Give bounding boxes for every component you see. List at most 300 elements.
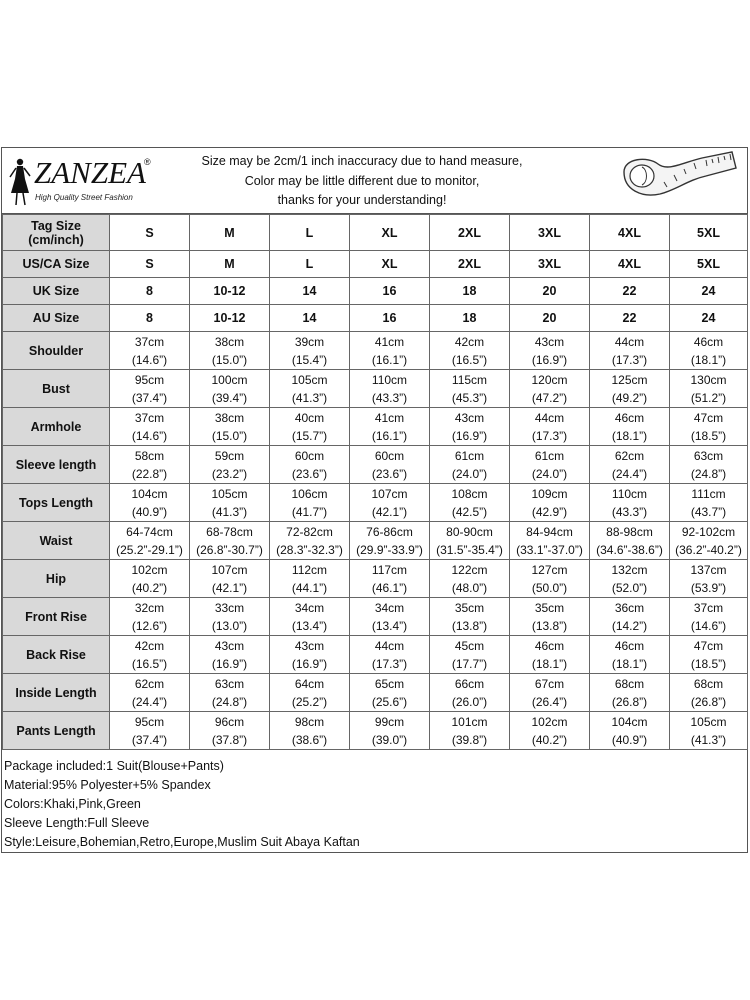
inch-value: (26.4”) bbox=[531, 694, 568, 709]
measurement-cell bbox=[110, 522, 190, 560]
cm-value: 105cm bbox=[211, 486, 248, 501]
measurement-cell bbox=[110, 446, 190, 484]
inch-value: (43.3”) bbox=[611, 504, 648, 519]
cm-value: 38cm bbox=[214, 410, 245, 425]
inch-value: (42.1”) bbox=[371, 504, 408, 519]
measurement-cell bbox=[670, 522, 748, 560]
size-cell: 14 bbox=[270, 305, 350, 332]
size-cell: L bbox=[270, 251, 350, 278]
cm-value: 125cm bbox=[611, 372, 648, 387]
measurement-cell bbox=[190, 332, 270, 370]
measurement-cell bbox=[350, 560, 430, 598]
measurement-cell bbox=[270, 408, 350, 446]
measurement-cell bbox=[430, 484, 510, 522]
cm-value: 41cm bbox=[374, 334, 405, 349]
inch-value: (23.6”) bbox=[371, 466, 408, 481]
inch-value: (40.9”) bbox=[131, 504, 168, 519]
cm-value: 63cm bbox=[214, 676, 245, 691]
size-cell: S bbox=[110, 215, 190, 251]
inch-value: (43.7”) bbox=[690, 504, 727, 519]
cm-value: 102cm bbox=[131, 562, 168, 577]
inch-value: (36.2”-40.2”) bbox=[675, 542, 742, 557]
inch-value: (42.1”) bbox=[211, 580, 248, 595]
cm-value: 92-102cm bbox=[681, 524, 736, 539]
inch-value: (14.6”) bbox=[131, 352, 168, 367]
table-row-front-rise bbox=[3, 598, 748, 636]
cm-value: 80-90cm bbox=[446, 524, 493, 539]
cm-value: 44cm bbox=[374, 638, 405, 653]
inch-value: (18.1”) bbox=[611, 428, 648, 443]
inch-value: (46.1”) bbox=[371, 580, 408, 595]
measurement-cell bbox=[350, 712, 430, 750]
row-label: Bust bbox=[3, 370, 110, 408]
measurement-cell bbox=[430, 560, 510, 598]
cm-value: 100cm bbox=[211, 372, 248, 387]
cm-value: 59cm bbox=[214, 448, 245, 463]
measurement-cell bbox=[190, 370, 270, 408]
size-cell: 14 bbox=[270, 278, 350, 305]
measurement-cell bbox=[190, 636, 270, 674]
inch-value: (49.2”) bbox=[611, 390, 648, 405]
row-label: AU Size bbox=[3, 305, 110, 332]
tag-size-label: Tag Size bbox=[31, 218, 81, 233]
measurement-cell bbox=[670, 560, 748, 598]
cm-value: 105cm bbox=[690, 714, 727, 729]
measurement-cell bbox=[350, 636, 430, 674]
inch-value: (14.6”) bbox=[690, 618, 727, 633]
cm-value: 99cm bbox=[374, 714, 405, 729]
cm-value: 43cm bbox=[454, 410, 485, 425]
inch-value: (31.5”-35.4”) bbox=[436, 542, 503, 557]
inch-value: (37.4”) bbox=[131, 390, 168, 405]
inch-value: (24.0”) bbox=[451, 466, 488, 481]
size-cell: 16 bbox=[350, 278, 430, 305]
measurement-cell bbox=[510, 370, 590, 408]
measuring-tape-icon bbox=[614, 150, 740, 210]
inch-value: (39.8”) bbox=[451, 732, 488, 747]
measurement-cell bbox=[670, 712, 748, 750]
row-label: UK Size bbox=[3, 278, 110, 305]
measurement-cell bbox=[190, 712, 270, 750]
cm-value: 137cm bbox=[690, 562, 727, 577]
size-cell: 4XL bbox=[590, 215, 670, 251]
inch-value: (41.7”) bbox=[291, 504, 328, 519]
measurement-cell bbox=[350, 408, 430, 446]
inch-value: (15.4”) bbox=[291, 352, 328, 367]
measurement-cell bbox=[510, 332, 590, 370]
row-label: Front Rise bbox=[3, 598, 110, 636]
measurement-cell bbox=[590, 332, 670, 370]
measurement-cell bbox=[430, 712, 510, 750]
inch-value: (16.1”) bbox=[371, 352, 408, 367]
cm-value: 84-94cm bbox=[526, 524, 573, 539]
inch-value: (13.8”) bbox=[451, 618, 488, 633]
cm-value: 46cm bbox=[693, 334, 724, 349]
cm-value: 130cm bbox=[690, 372, 727, 387]
inch-value: (48.0”) bbox=[451, 580, 488, 595]
registered-mark: ® bbox=[144, 157, 151, 167]
measurement-cell bbox=[430, 598, 510, 636]
inch-value: (39.0”) bbox=[371, 732, 408, 747]
cm-value: 47cm bbox=[693, 410, 724, 425]
measurement-cell bbox=[510, 674, 590, 712]
cm-value: 40cm bbox=[294, 410, 325, 425]
brand-logo bbox=[6, 153, 156, 209]
table-row-hip bbox=[3, 560, 748, 598]
size-cell: 22 bbox=[590, 278, 670, 305]
cm-value: 110cm bbox=[371, 372, 408, 387]
measurement-cell bbox=[510, 560, 590, 598]
cm-value: 105cm bbox=[291, 372, 328, 387]
cm-value: 88-98cm bbox=[606, 524, 653, 539]
inch-value: (42.9”) bbox=[531, 504, 568, 519]
size-cell: 4XL bbox=[590, 251, 670, 278]
info-material: Material:95% Polyester+5% Spandex bbox=[4, 778, 211, 792]
cm-value: 38cm bbox=[214, 334, 245, 349]
size-cell: 10-12 bbox=[190, 305, 270, 332]
cm-value: 60cm bbox=[294, 448, 325, 463]
measurement-cell bbox=[270, 560, 350, 598]
inch-value: (16.9”) bbox=[211, 656, 248, 671]
inch-value: (53.9”) bbox=[690, 580, 727, 595]
cm-value: 37cm bbox=[134, 410, 165, 425]
inch-value: (26.8”) bbox=[611, 694, 648, 709]
size-cell: 8 bbox=[110, 305, 190, 332]
row-label-tag-size bbox=[3, 215, 110, 251]
inch-value: (37.4”) bbox=[131, 732, 168, 747]
inch-value: (26.0”) bbox=[451, 694, 488, 709]
inch-value: (13.8”) bbox=[531, 618, 568, 633]
inch-value: (41.3”) bbox=[690, 732, 727, 747]
size-table bbox=[2, 214, 748, 750]
inch-value: (16.9”) bbox=[531, 352, 568, 367]
cm-value: 62cm bbox=[614, 448, 645, 463]
cm-value: 61cm bbox=[454, 448, 485, 463]
measurement-cell bbox=[110, 332, 190, 370]
cm-value: 107cm bbox=[371, 486, 408, 501]
brand-tagline: High Quality Street Fashion bbox=[35, 193, 133, 202]
cm-value: 98cm bbox=[294, 714, 325, 729]
cm-value: 58cm bbox=[134, 448, 165, 463]
size-cell: 8 bbox=[110, 278, 190, 305]
table-row-au-size bbox=[3, 305, 748, 332]
size-cell: 3XL bbox=[510, 251, 590, 278]
inch-value: (16.1”) bbox=[371, 428, 408, 443]
measurement-cell bbox=[590, 712, 670, 750]
measurement-cell bbox=[590, 674, 670, 712]
size-cell: 20 bbox=[510, 305, 590, 332]
cm-value: 132cm bbox=[611, 562, 648, 577]
inch-value: (45.3”) bbox=[451, 390, 488, 405]
measurement-cell bbox=[350, 674, 430, 712]
size-cell: 24 bbox=[670, 305, 748, 332]
note-line: Size may be 2cm/1 inch inaccuracy due to hand measure, bbox=[201, 154, 523, 168]
measurement-cell bbox=[270, 636, 350, 674]
cm-value: 64cm bbox=[294, 676, 325, 691]
cm-value: 43cm bbox=[294, 638, 325, 653]
cm-value: 67cm bbox=[534, 676, 565, 691]
measurement-cell bbox=[190, 484, 270, 522]
inch-value: (25.2”) bbox=[291, 694, 328, 709]
measurement-cell bbox=[590, 598, 670, 636]
measurement-cell bbox=[270, 484, 350, 522]
inch-value: (34.6”-38.6”) bbox=[596, 542, 663, 557]
measurement-cell bbox=[350, 522, 430, 560]
inch-value: (24.0”) bbox=[531, 466, 568, 481]
inch-value: (24.8”) bbox=[211, 694, 248, 709]
measurement-cell bbox=[270, 712, 350, 750]
row-label: Hip bbox=[3, 560, 110, 598]
cm-value: 34cm bbox=[374, 600, 405, 615]
cm-value: 42cm bbox=[134, 638, 165, 653]
measurement-cell bbox=[110, 712, 190, 750]
measurement-cell bbox=[510, 446, 590, 484]
size-cell: 16 bbox=[350, 305, 430, 332]
measurement-cell bbox=[430, 522, 510, 560]
inch-value: (24.8”) bbox=[690, 466, 727, 481]
measurement-cell bbox=[670, 484, 748, 522]
size-cell: 2XL bbox=[430, 251, 510, 278]
size-cell: 2XL bbox=[430, 215, 510, 251]
row-label: Inside Length bbox=[3, 674, 110, 712]
cm-value: 43cm bbox=[214, 638, 245, 653]
inch-value: (16.5”) bbox=[131, 656, 168, 671]
inch-value: (29.9”-33.9”) bbox=[356, 542, 423, 557]
cm-value: 127cm bbox=[531, 562, 568, 577]
row-label: Shoulder bbox=[3, 332, 110, 370]
measurement-cell bbox=[190, 674, 270, 712]
inch-value: (50.0”) bbox=[531, 580, 568, 595]
cm-value: 47cm bbox=[693, 638, 724, 653]
cm-value: 35cm bbox=[534, 600, 565, 615]
cm-value: 108cm bbox=[451, 486, 488, 501]
size-cell: 10-12 bbox=[190, 278, 270, 305]
cm-value: 46cm bbox=[614, 638, 645, 653]
measurement-cell bbox=[670, 636, 748, 674]
size-cell: 5XL bbox=[670, 251, 748, 278]
inch-value: (24.4”) bbox=[131, 694, 168, 709]
measurement-cell bbox=[350, 370, 430, 408]
measurement-cell bbox=[590, 408, 670, 446]
inch-value: (44.1”) bbox=[291, 580, 328, 595]
inch-value: (25.6”) bbox=[371, 694, 408, 709]
cm-value: 112cm bbox=[291, 562, 328, 577]
inch-value: (13.0”) bbox=[211, 618, 248, 633]
cm-value: 62cm bbox=[134, 676, 165, 691]
inch-value: (38.6”) bbox=[291, 732, 328, 747]
measurement-cell bbox=[110, 674, 190, 712]
cm-value: 95cm bbox=[134, 372, 165, 387]
info-colors: Colors:Khaki,Pink,Green bbox=[4, 797, 141, 811]
cm-value: 46cm bbox=[614, 410, 645, 425]
tag-size-unit-label: (cm/inch) bbox=[28, 232, 84, 247]
measurement-cell bbox=[110, 370, 190, 408]
inch-value: (16.9”) bbox=[451, 428, 488, 443]
measurement-cell bbox=[670, 332, 748, 370]
inch-value: (16.5”) bbox=[451, 352, 488, 367]
cm-value: 42cm bbox=[454, 334, 485, 349]
cm-value: 68cm bbox=[693, 676, 724, 691]
table-row-uk-size bbox=[3, 278, 748, 305]
measurement-cell bbox=[590, 522, 670, 560]
cm-value: 122cm bbox=[451, 562, 488, 577]
size-cell: 24 bbox=[670, 278, 748, 305]
inch-value: (40.2”) bbox=[531, 732, 568, 747]
inch-value: (40.9”) bbox=[611, 732, 648, 747]
size-table-body bbox=[3, 215, 748, 750]
inch-value: (41.3”) bbox=[291, 390, 328, 405]
fashion-figure-icon bbox=[6, 157, 34, 207]
cm-value: 107cm bbox=[211, 562, 248, 577]
measurement-cell bbox=[510, 712, 590, 750]
measurement-cell bbox=[510, 598, 590, 636]
row-label: Tops Length bbox=[3, 484, 110, 522]
cm-value: 65cm bbox=[374, 676, 405, 691]
inch-value: (18.5”) bbox=[690, 428, 727, 443]
size-chart-sheet bbox=[1, 147, 748, 853]
measurement-cell bbox=[350, 598, 430, 636]
inch-value: (18.1”) bbox=[531, 656, 568, 671]
cm-value: 61cm bbox=[534, 448, 565, 463]
measurement-cell bbox=[190, 560, 270, 598]
inch-value: (51.2”) bbox=[690, 390, 727, 405]
measurement-cell bbox=[190, 446, 270, 484]
measurement-cell bbox=[350, 446, 430, 484]
size-cell: 20 bbox=[510, 278, 590, 305]
note-line: thanks for your understanding! bbox=[277, 193, 447, 207]
table-row-us-ca-size bbox=[3, 251, 748, 278]
info-style: Style:Leisure,Bohemian,Retro,Europe,Muslim Suit Abaya Kaftan bbox=[4, 835, 360, 849]
cm-value: 39cm bbox=[294, 334, 325, 349]
inch-value: (15.0”) bbox=[211, 352, 248, 367]
table-row-shoulder bbox=[3, 332, 748, 370]
row-label: Armhole bbox=[3, 408, 110, 446]
cm-value: 37cm bbox=[134, 334, 165, 349]
inch-value: (15.0”) bbox=[211, 428, 248, 443]
measurement-cell bbox=[270, 370, 350, 408]
measurement-cell bbox=[190, 598, 270, 636]
table-row-pants-length bbox=[3, 712, 748, 750]
table-row-back-rise bbox=[3, 636, 748, 674]
cm-value: 37cm bbox=[693, 600, 724, 615]
inch-value: (23.2”) bbox=[211, 466, 248, 481]
measurement-cell bbox=[510, 636, 590, 674]
table-row-waist bbox=[3, 522, 748, 560]
cm-value: 96cm bbox=[214, 714, 245, 729]
measurement-cell bbox=[350, 484, 430, 522]
size-cell: XL bbox=[350, 215, 430, 251]
cm-value: 64-74cm bbox=[126, 524, 173, 539]
inch-value: (41.3”) bbox=[211, 504, 248, 519]
inch-value: (22.8”) bbox=[131, 466, 168, 481]
inch-value: (17.7”) bbox=[451, 656, 488, 671]
cm-value: 115cm bbox=[451, 372, 488, 387]
chart-header bbox=[2, 148, 747, 214]
measurement-cell bbox=[110, 598, 190, 636]
measurement-cell bbox=[510, 408, 590, 446]
measurement-cell bbox=[590, 560, 670, 598]
cm-value: 106cm bbox=[291, 486, 328, 501]
inch-value: (17.3”) bbox=[371, 656, 408, 671]
measurement-cell bbox=[110, 560, 190, 598]
cm-value: 44cm bbox=[534, 410, 565, 425]
inch-value: (18.1”) bbox=[690, 352, 727, 367]
measurement-cell bbox=[270, 598, 350, 636]
inch-value: (13.4”) bbox=[371, 618, 408, 633]
inch-value: (13.4”) bbox=[291, 618, 328, 633]
inch-value: (43.3”) bbox=[371, 390, 408, 405]
inch-value: (18.1”) bbox=[611, 656, 648, 671]
cm-value: 110cm bbox=[611, 486, 648, 501]
row-label: Sleeve length bbox=[3, 446, 110, 484]
note-line: Color may be little different due to monitor, bbox=[244, 173, 480, 188]
brand-wordmark: ZANZEA bbox=[34, 155, 146, 190]
size-cell: L bbox=[270, 215, 350, 251]
cm-value: 68-78cm bbox=[206, 524, 253, 539]
measurement-cell bbox=[590, 446, 670, 484]
measurement-cell bbox=[350, 332, 430, 370]
info-package: Package included:1 Suit(Blouse+Pants) bbox=[4, 759, 224, 773]
measurement-cell bbox=[190, 408, 270, 446]
cm-value: 63cm bbox=[693, 448, 724, 463]
inch-value: (23.6”) bbox=[291, 466, 328, 481]
cm-value: 66cm bbox=[454, 676, 485, 691]
product-info bbox=[4, 757, 360, 852]
inch-value: (17.3”) bbox=[611, 352, 648, 367]
size-cell: 3XL bbox=[510, 215, 590, 251]
cm-value: 68cm bbox=[614, 676, 645, 691]
inch-value: (15.7”) bbox=[291, 428, 328, 443]
table-row-inside-length bbox=[3, 674, 748, 712]
cm-value: 120cm bbox=[531, 372, 568, 387]
cm-value: 44cm bbox=[614, 334, 645, 349]
measurement-cell bbox=[110, 484, 190, 522]
inch-value: (40.2”) bbox=[131, 580, 168, 595]
inch-value: (26.8”) bbox=[690, 694, 727, 709]
measurement-cell bbox=[590, 636, 670, 674]
info-sleeve-length: Sleeve Length:Full Sleeve bbox=[4, 816, 150, 830]
measurement-cell bbox=[110, 636, 190, 674]
row-label: Back Rise bbox=[3, 636, 110, 674]
inch-value: (39.4”) bbox=[211, 390, 248, 405]
size-cell: M bbox=[190, 251, 270, 278]
measurement-cell bbox=[510, 522, 590, 560]
measurement-cell bbox=[270, 674, 350, 712]
measurement-cell bbox=[670, 370, 748, 408]
measurement-cell bbox=[270, 332, 350, 370]
cm-value: 117cm bbox=[371, 562, 408, 577]
row-label: US/CA Size bbox=[3, 251, 110, 278]
measurement-cell bbox=[670, 446, 748, 484]
inch-value: (24.4”) bbox=[611, 466, 648, 481]
cm-value: 46cm bbox=[534, 638, 565, 653]
inch-value: (25.2”-29.1”) bbox=[116, 542, 183, 557]
table-row-tag-size bbox=[3, 215, 748, 251]
cm-value: 101cm bbox=[451, 714, 488, 729]
row-label: Waist bbox=[3, 522, 110, 560]
inch-value: (33.1”-37.0”) bbox=[516, 542, 583, 557]
table-row-sleeve-length bbox=[3, 446, 748, 484]
table-row-tops-length bbox=[3, 484, 748, 522]
measurement-cell bbox=[590, 370, 670, 408]
size-cell: 22 bbox=[590, 305, 670, 332]
cm-value: 41cm bbox=[374, 410, 405, 425]
cm-value: 109cm bbox=[531, 486, 568, 501]
inch-value: (37.8”) bbox=[211, 732, 248, 747]
inch-value: (47.2”) bbox=[531, 390, 568, 405]
table-row-bust bbox=[3, 370, 748, 408]
inch-value: (14.2”) bbox=[611, 618, 648, 633]
